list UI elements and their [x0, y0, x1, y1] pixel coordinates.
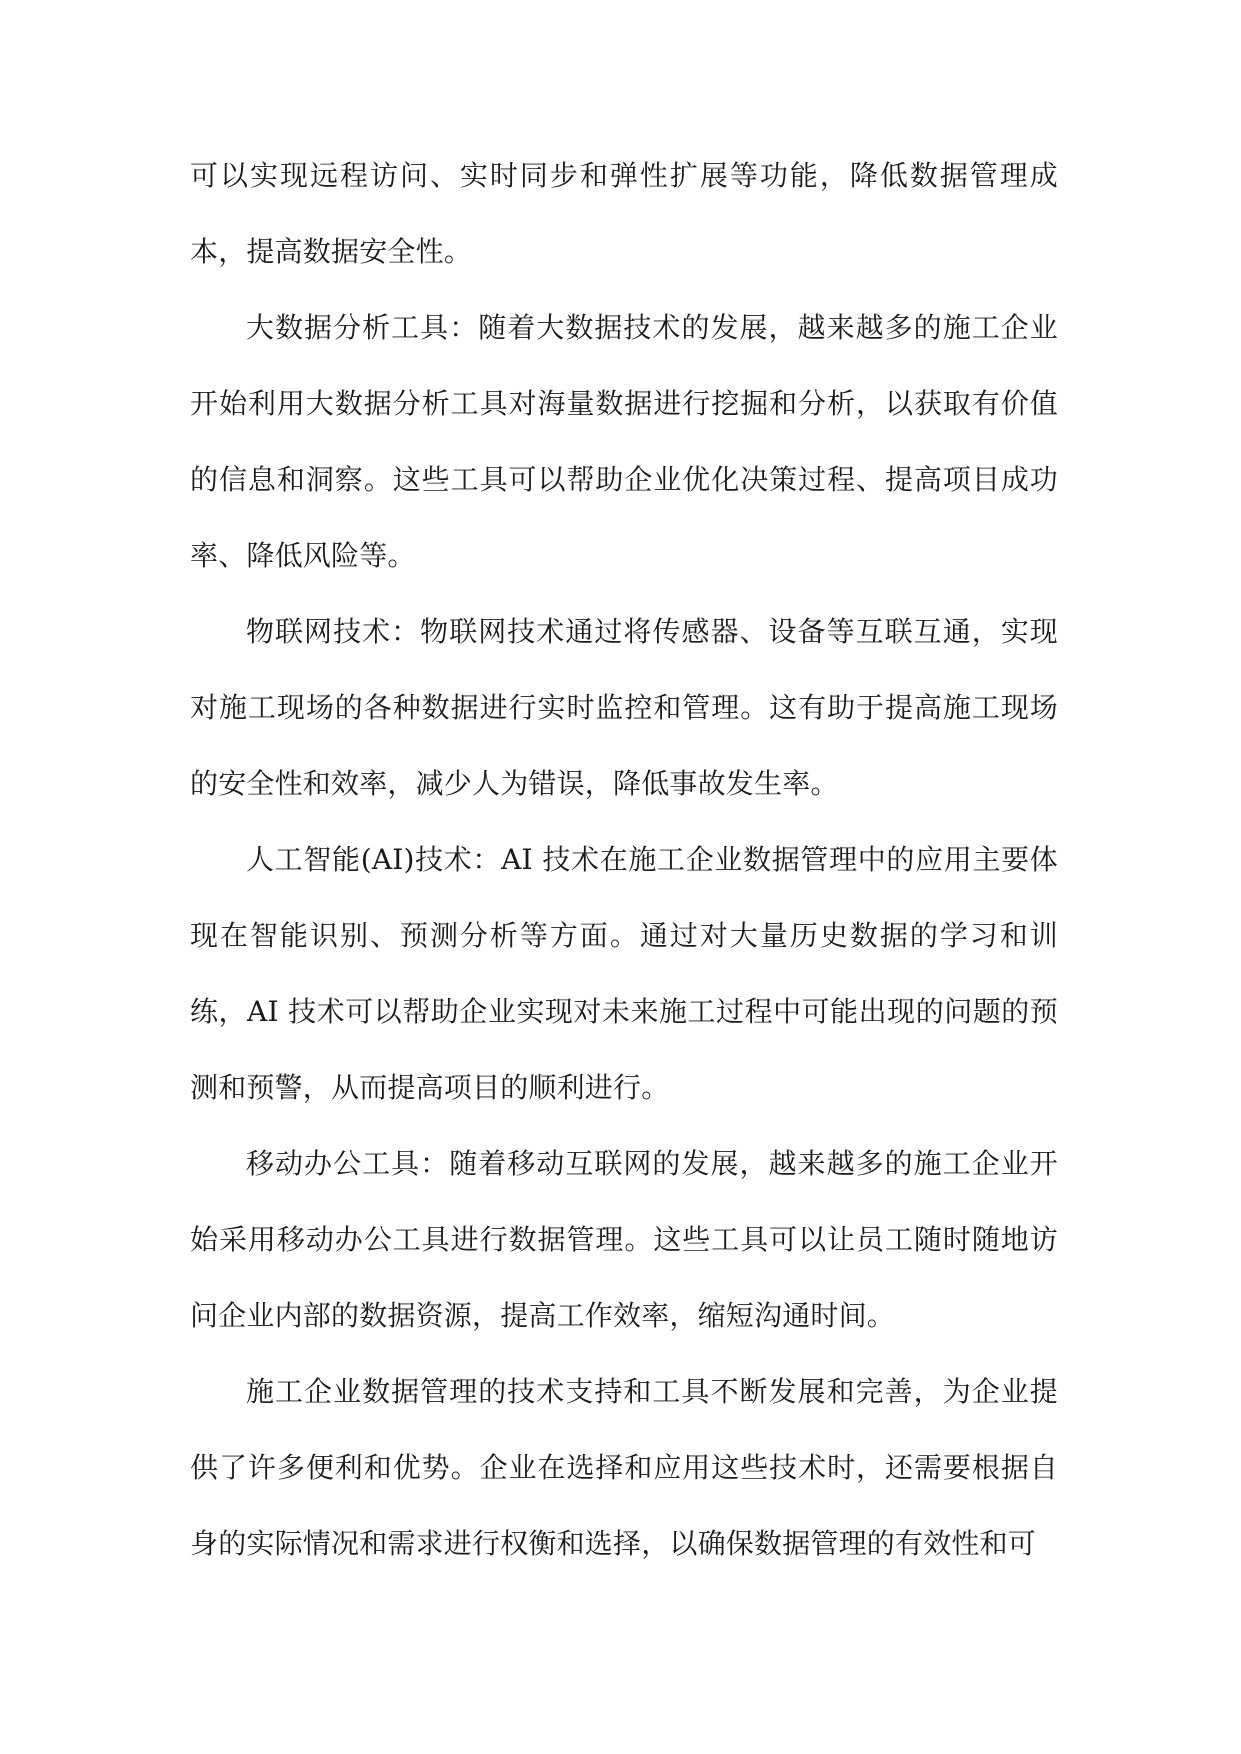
paragraph-ai-technology: 人工智能(AI)技术：AI 技术在施工企业数据管理中的应用主要体现在智能识别、预测分析等方面。通过对大量历史数据的学习和训练，AI 技术可以帮助企业实现对未来施工过程中可能出现的问题的预测和预警，从而提高项目的顺利进行。: [190, 843, 1058, 1104]
paragraph-iot-technology: 物联网技术：物联网技术通过将传感器、设备等互联互通，实现对施工现场的各种数据进行实时监控和管理。这有助于提高施工现场的安全性和效率，减少人为错误，降低事故发生率。: [190, 615, 1058, 800]
paragraph-summary: 施工企业数据管理的技术支持和工具不断发展和完善，为企业提供了许多便利和优势。企业在选择和应用这些技术时，还需要根据自身的实际情况和需求进行权衡和选择，以确保数据管理的有效性和可: [190, 1375, 1058, 1560]
paragraph-continuation: 可以实现远程访问、实时同步和弹性扩展等功能，降低数据管理成本，提高数据安全性。: [190, 159, 1058, 268]
document-body: [190, 138, 1058, 1582]
paragraph-mobile-office-tools: 移动办公工具：随着移动互联网的发展，越来越多的施工企业开始采用移动办公工具进行数据管理。这些工具可以让员工随时随地访问企业内部的数据资源，提高工作效率，缩短沟通时间。: [190, 1147, 1058, 1332]
paragraph-big-data-tools: 大数据分析工具：随着大数据技术的发展，越来越多的施工企业开始利用大数据分析工具对海量数据进行挖掘和分析，以获取有价值的信息和洞察。这些工具可以帮助企业优化决策过程、提高项目成功率、降低风险等。: [190, 311, 1058, 572]
